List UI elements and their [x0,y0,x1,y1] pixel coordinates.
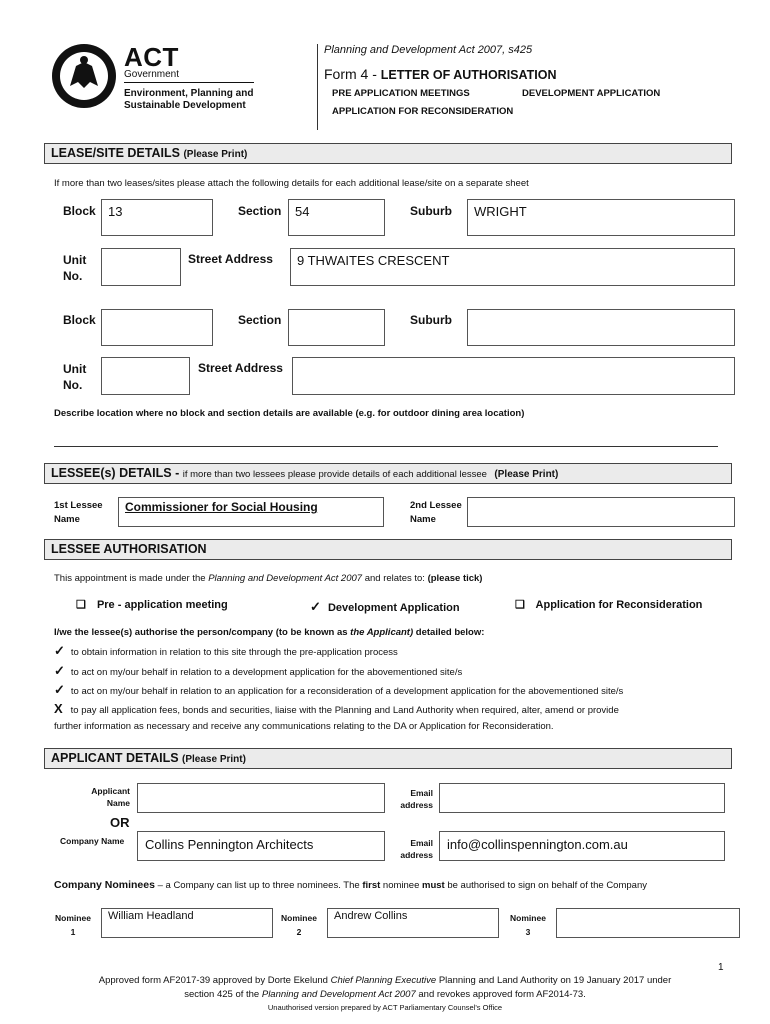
dept-name-line1: Environment, Planning and [124,88,254,99]
authorisation-item: ✓ to obtain information in relation to this site through the pre-application process [54,643,398,658]
applicant-name-field[interactable] [137,783,385,813]
suburb-label: Suburb [410,313,452,327]
email-label: Email address [400,838,433,860]
block-label: Block [63,313,96,327]
lease-site-details-heading: LEASE/SITE DETAILS (Please Print) [44,143,732,164]
tick-icon: ✓ [54,663,65,678]
authorisation-intro: This appointment is made under the Planning and Development Act 2007 and relates to: (please tick) [54,573,483,584]
tick-icon: ✓ [54,643,65,658]
form-option-reconsideration: APPLICATION FOR RECONSIDERATION [332,106,514,117]
site2-unit-field[interactable] [101,357,190,395]
site2-suburb-field[interactable] [467,309,735,346]
authorisation-item-continuation: further information as necessary and receive any communications relating to the DA or Application for Reconsideration. [54,721,554,732]
form-option-pre-application: PRE APPLICATION MEETINGS [332,88,470,99]
applicant-email-field[interactable] [439,783,725,813]
company-name-label: Company Name [60,836,125,846]
header-divider [317,44,318,130]
option-pre-application-checkbox[interactable]: ❑ Pre - application meeting [76,599,228,611]
act-reference: Planning and Development Act 2007, s425 [324,44,533,56]
form-title-text: LETTER OF AUTHORISATION [380,68,557,82]
first-lessee-label: 1st Lessee Name [54,500,103,525]
logo-act-text: ACT [124,42,179,72]
applicant-name-label: Applicant Name [91,786,130,808]
site1-suburb-field[interactable]: WRIGHT [467,199,735,236]
site1-unit-field[interactable] [101,248,181,286]
lease-instruction: If more than two leases/sites please attach the following details for each additional lease/site on a separate sheet [54,178,529,189]
block-label: Block [63,204,96,218]
act-crest-icon [50,42,118,110]
street-address-label: Street Address [188,252,273,266]
checkbox-empty-icon: ❑ [515,599,525,611]
nominee-1-field[interactable]: William Headland [101,908,273,938]
site2-street-field[interactable] [292,357,735,395]
company-email-field[interactable]: info@collinspennington.com.au [439,831,725,861]
authorisation-item: ✓ to act on my/our behalf in relation to an application for a reconsideration of a development application for the abovementioned site/s [54,682,624,697]
nominee-3-field[interactable] [556,908,740,938]
footer-unauthorised-note: Unauthorised version prepared by ACT Parliamentary Counsel's Office [267,1003,503,1012]
site1-block-field[interactable]: 13 [101,199,213,236]
option-development-application-checkbox[interactable]: ✓ Development Application [310,599,460,614]
form-number: Form 4 - [324,66,377,82]
form-option-development-application: DEVELOPMENT APPLICATION [522,88,661,99]
authorisation-item: X to pay all application fees, bonds and securities, liaise with the Planning and Land Authority when required, alter, amend or provide [54,701,619,716]
act-government-logo [50,40,260,120]
checkbox-empty-icon: ❑ [76,599,86,611]
nominee-3-label: Nominee 3 [510,913,546,937]
dept-name-line2: Sustainable Development [124,100,246,111]
second-lessee-label: 2nd Lessee Name [410,500,462,525]
section-label: Section [238,204,282,218]
unit-label: Unit No. [63,253,87,283]
unit-label: Unit No. [63,362,87,392]
page-number: 1 [718,962,724,973]
email-label: Email address [400,788,433,810]
authorisation-statement: I/we the lessee(s) authorise the person/company (to be known as the Applicant) detailed below: [54,627,485,638]
street-address-label: Street Address [198,361,283,375]
authorisation-item: ✓ to act on my/our behalf in relation to a development application for the abovementioned site/s [54,663,463,678]
site2-block-field[interactable] [101,309,213,346]
nominee-2-field[interactable]: Andrew Collins [327,908,499,938]
form-title [324,66,556,82]
first-lessee-name-field[interactable]: Commissioner for Social Housing [118,497,384,527]
site1-street-field[interactable]: 9 THWAITES CRESCENT [290,248,735,286]
option-reconsideration-checkbox[interactable]: ❑ Application for Reconsideration [515,599,703,611]
nominee-1-label: Nominee 1 [55,913,91,937]
site2-section-field[interactable] [288,309,385,346]
location-description-label: Describe location where no block and section details are available (e.g. for outdoor dining area location) [54,408,525,419]
site1-section-field[interactable]: 54 [288,199,385,236]
company-nominees-note: Company Nominees – a Company can list up to three nominees. The first nominee must be authorised to sign on behalf of the Company [54,879,647,891]
applicant-details-heading: APPLICANT DETAILS (Please Print) [44,748,732,769]
tick-icon: ✓ [54,682,65,697]
suburb-label: Suburb [410,204,452,218]
lessee-authorisation-heading: LESSEE AUTHORISATION [44,539,732,560]
section-label: Section [238,313,282,327]
tick-icon: ✓ [310,599,321,614]
footer-approval-line2: section 425 of the Planning and Development Act 2007 and revokes approved form AF2014-73. [184,989,586,1000]
second-lessee-name-field[interactable] [467,497,735,527]
logo-government-text: Government [124,69,180,80]
nominee-2-label: Nominee 2 [281,913,317,937]
location-description-line[interactable] [54,446,718,447]
footer-approval-line1: Approved form AF2017-39 approved by Dorte Ekelund Chief Planning Executive Planning and Land Authority on 19 January 2017 under [98,975,672,986]
or-separator: OR [110,815,130,830]
cross-icon: X [54,701,63,716]
lessee-details-heading: LESSEE(s) DETAILS - if more than two lessees please provide details of each additional lessee (Please Print) [44,463,732,484]
company-name-field[interactable]: Collins Pennington Architects [137,831,385,861]
